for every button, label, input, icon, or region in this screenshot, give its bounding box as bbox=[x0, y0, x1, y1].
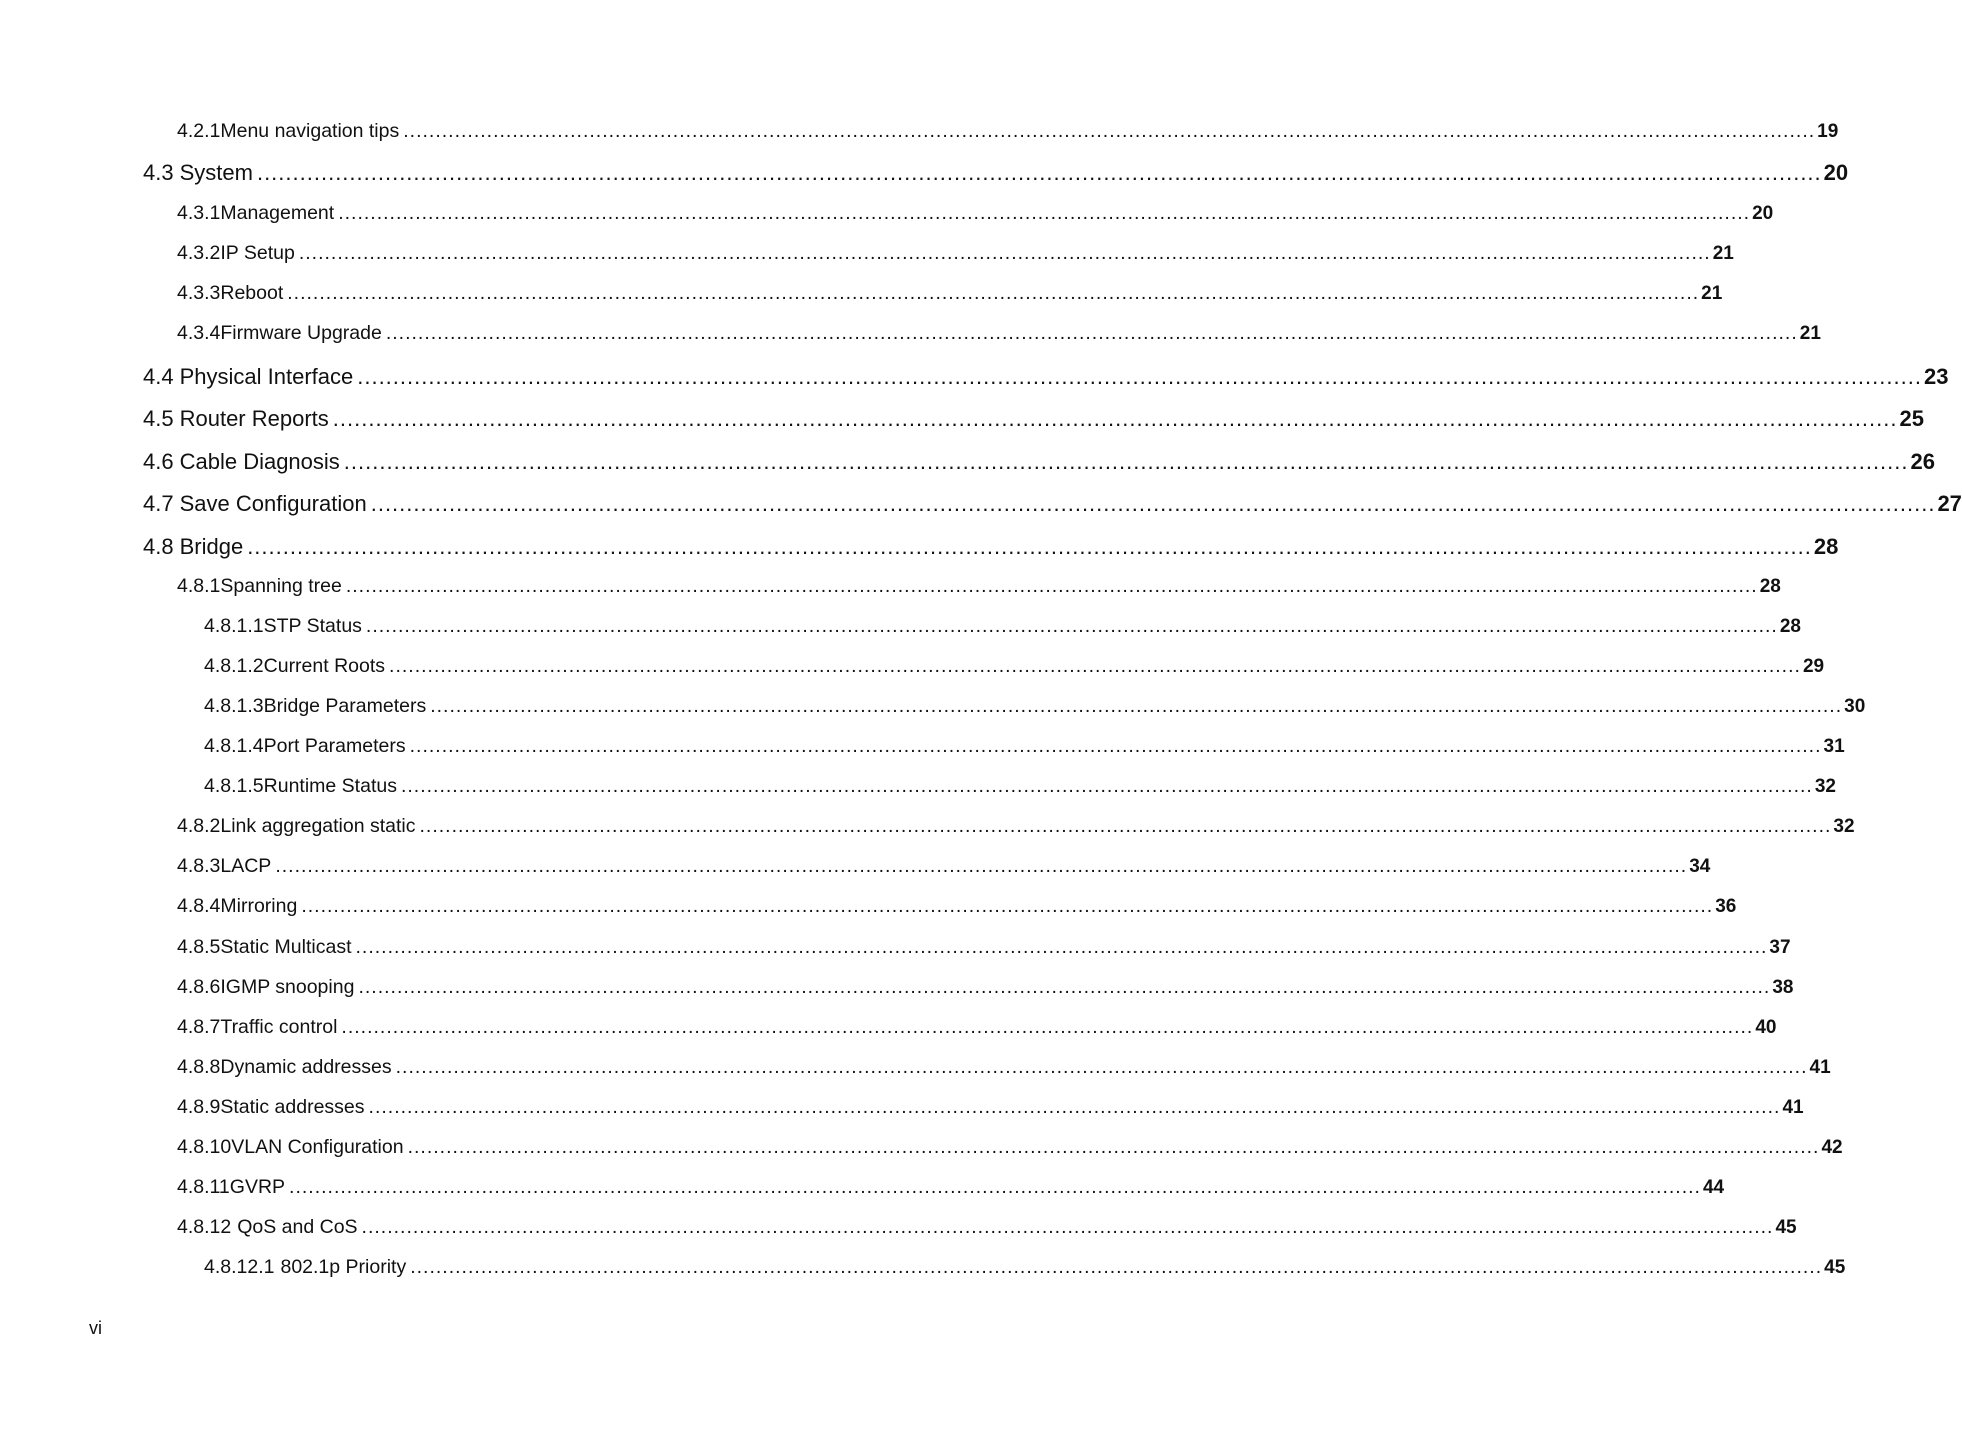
dot-leader: ............................................................................................................................................................................................................................ bbox=[389, 655, 1801, 677]
dot-leader: ............................................................................................................................................................................................................................ bbox=[410, 1256, 1823, 1278]
dot-leader: ............................................................................................................................................................................................................................ bbox=[370, 491, 1936, 516]
toc-entry[interactable] bbox=[177, 282, 1723, 305]
dot-leader: ............................................................................................................................................................................................................................ bbox=[289, 1176, 1701, 1198]
toc-entry-number: 4.8.10 bbox=[177, 1136, 232, 1158]
dot-leader: ............................................................................................................................................................................................................................ bbox=[403, 120, 1816, 142]
dot-leader: ............................................................................................................................................................................................................................ bbox=[343, 449, 1909, 474]
toc-entry-number: 4.8.4 bbox=[177, 895, 221, 917]
toc-entry[interactable] bbox=[204, 695, 1866, 718]
toc-entry[interactable] bbox=[143, 534, 1839, 560]
dot-leader: ............................................................................................................................................................................................................................ bbox=[385, 322, 1798, 344]
toc-entry-title: GVRP bbox=[229, 1176, 286, 1198]
dot-leader: ............................................................................................................................................................................................................................ bbox=[338, 202, 1751, 224]
toc-entry-page: 27 bbox=[1937, 491, 1962, 516]
dot-leader: ............................................................................................................................................................................................................................ bbox=[301, 895, 1714, 917]
toc-entry-title: LACP bbox=[220, 855, 272, 877]
toc-entry[interactable] bbox=[177, 1216, 1797, 1239]
dot-leader: ............................................................................................................................................................................................................................ bbox=[256, 160, 1822, 185]
toc-entry-title: Firmware Upgrade bbox=[220, 322, 382, 344]
toc-entry-page: 23 bbox=[1923, 364, 1949, 389]
toc-entry-page: 36 bbox=[1715, 896, 1737, 917]
toc-entry-page: 32 bbox=[1814, 776, 1836, 797]
toc-entry-title: QoS and CoS bbox=[237, 1216, 358, 1238]
dot-leader: ............................................................................................................................................................................................................................ bbox=[247, 534, 1812, 559]
toc-entry[interactable] bbox=[177, 242, 1734, 265]
toc-entry-number: 4.8.1.5 bbox=[204, 775, 264, 797]
dot-leader: ............................................................................................................................................................................................................................ bbox=[409, 735, 1822, 757]
toc-entry-number: 4.8.8 bbox=[177, 1056, 221, 1078]
toc-entry[interactable] bbox=[177, 1016, 1777, 1039]
toc-entry-page: 28 bbox=[1759, 576, 1781, 597]
toc-entry-number: 4.3 bbox=[143, 160, 174, 185]
toc-entry-title: Runtime Status bbox=[263, 775, 397, 797]
dot-leader: ............................................................................................................................................................................................................................ bbox=[368, 1096, 1781, 1118]
toc-entry-page: 41 bbox=[1782, 1097, 1804, 1118]
toc-entry-page: 44 bbox=[1702, 1177, 1725, 1198]
toc-entry-number: 4.8.12.1 bbox=[204, 1256, 275, 1278]
toc-entry-title: System bbox=[179, 160, 253, 185]
toc-entry-page: 20 bbox=[1752, 203, 1774, 224]
dot-leader: ............................................................................................................................................................................................................................ bbox=[407, 1136, 1820, 1158]
toc-entry-number: 4.6 bbox=[143, 449, 174, 474]
toc-entry[interactable] bbox=[177, 120, 1839, 143]
toc-entry-page: 25 bbox=[1899, 406, 1924, 431]
toc-entry-number: 4.8.12 bbox=[177, 1216, 232, 1238]
dot-leader: ............................................................................................................................................................................................................................ bbox=[287, 282, 1700, 304]
toc-entry-number: 4.7 bbox=[143, 491, 174, 516]
toc-entry-page: 28 bbox=[1813, 534, 1839, 559]
toc-entry-title: Static Multicast bbox=[220, 936, 352, 958]
dot-leader: ............................................................................................................................................................................................................................ bbox=[358, 976, 1771, 998]
dot-leader: ............................................................................................................................................................................................................................ bbox=[345, 575, 1758, 597]
toc-entry-page: 42 bbox=[1821, 1137, 1843, 1158]
dot-leader: ............................................................................................................................................................................................................................ bbox=[395, 1056, 1808, 1078]
toc-entry[interactable] bbox=[177, 1176, 1725, 1199]
dot-leader: ............................................................................................................................................................................................................................ bbox=[275, 855, 1688, 877]
toc-entry-number: 4.8.1.1 bbox=[204, 615, 264, 637]
toc-entry-number: 4.2.1 bbox=[177, 120, 221, 142]
toc-entry-title: Static addresses bbox=[220, 1096, 365, 1118]
toc-entry[interactable] bbox=[177, 1136, 1843, 1159]
page-number: vi bbox=[89, 1318, 102, 1338]
toc-entry-number: 4.8.2 bbox=[177, 815, 221, 837]
toc-entry-title: Port Parameters bbox=[263, 735, 406, 757]
toc-entry[interactable] bbox=[143, 364, 1949, 390]
toc-entry-title: Cable Diagnosis bbox=[179, 449, 340, 474]
toc-entry[interactable] bbox=[204, 775, 1836, 798]
toc-entry-number: 4.4 bbox=[143, 364, 174, 389]
toc-entry-title: Physical Interface bbox=[179, 364, 354, 389]
toc-entry[interactable] bbox=[204, 615, 1801, 638]
toc-entry-page: 38 bbox=[1772, 977, 1794, 998]
toc-entry-number: 4.3.3 bbox=[177, 282, 221, 304]
toc-entry[interactable] bbox=[143, 406, 1924, 432]
toc-entry-page: 31 bbox=[1823, 736, 1845, 757]
toc-entry-page: 32 bbox=[1833, 816, 1855, 837]
toc-entry[interactable] bbox=[204, 1256, 1846, 1279]
toc-entry-title: Dynamic addresses bbox=[220, 1056, 392, 1078]
toc-entry-title: Reboot bbox=[220, 282, 284, 304]
toc-entry-page: 45 bbox=[1824, 1257, 1846, 1278]
dot-leader: ............................................................................................................................................................................................................................ bbox=[332, 406, 1898, 431]
toc-entry-number: 4.8.1 bbox=[177, 575, 221, 597]
toc-entry-number: 4.8.3 bbox=[177, 855, 221, 877]
toc-entry-page: 19 bbox=[1817, 121, 1839, 142]
toc-entry-title: Bridge bbox=[179, 534, 244, 559]
dot-leader: ............................................................................................................................................................................................................................ bbox=[419, 815, 1832, 837]
toc-entry-title: VLAN Configuration bbox=[231, 1136, 404, 1158]
toc-entry-page: 37 bbox=[1769, 937, 1791, 958]
toc-entry[interactable] bbox=[177, 976, 1794, 999]
toc-entry[interactable] bbox=[143, 491, 1962, 517]
dot-leader: ............................................................................................................................................................................................................................ bbox=[355, 936, 1768, 958]
toc-entry-page: 29 bbox=[1802, 656, 1825, 677]
toc-entry[interactable] bbox=[177, 895, 1737, 918]
toc-entry-title: Traffic control bbox=[220, 1016, 338, 1038]
dot-leader: ............................................................................................................................................................................................................................ bbox=[400, 775, 1813, 797]
toc-entry-number: 4.8.5 bbox=[177, 936, 221, 958]
dot-leader: ............................................................................................................................................................................................................................ bbox=[430, 695, 1843, 717]
toc-entry-page: 21 bbox=[1799, 323, 1821, 344]
toc-entry[interactable] bbox=[177, 575, 1781, 598]
toc-entry-title: Bridge Parameters bbox=[263, 695, 427, 717]
toc-entry-title: IP Setup bbox=[220, 242, 295, 264]
toc-entry-number: 4.3.2 bbox=[177, 242, 221, 264]
toc-entry-number: 4.8 bbox=[143, 534, 174, 559]
toc-entry-number: 4.8.1.2 bbox=[204, 655, 264, 677]
toc-entry-page: 28 bbox=[1779, 616, 1801, 637]
toc-entry[interactable] bbox=[177, 322, 1821, 345]
dot-leader: ............................................................................................................................................................................................................................ bbox=[341, 1016, 1754, 1038]
toc-entry-title: Router Reports bbox=[179, 406, 329, 431]
toc-entry[interactable] bbox=[177, 855, 1711, 878]
toc-entry-number: 4.3.1 bbox=[177, 202, 221, 224]
toc-entry-number: 4.8.1.3 bbox=[204, 695, 264, 717]
toc-entry-title: 802.1p Priority bbox=[280, 1256, 407, 1278]
toc-entry-page: 20 bbox=[1823, 160, 1849, 185]
dot-leader: ............................................................................................................................................................................................................................ bbox=[361, 1216, 1774, 1238]
toc-entry-number: 4.8.9 bbox=[177, 1096, 221, 1118]
toc-entry-title: STP Status bbox=[263, 615, 362, 637]
toc-entry-page: 40 bbox=[1755, 1017, 1777, 1038]
toc-entry[interactable] bbox=[177, 1096, 1804, 1119]
toc-entry-page: 21 bbox=[1701, 283, 1723, 304]
toc-entry-page: 34 bbox=[1689, 856, 1711, 877]
toc-entry[interactable] bbox=[204, 655, 1825, 678]
toc-entry-page: 21 bbox=[1712, 243, 1734, 264]
toc-entry-number: 4.3.4 bbox=[177, 322, 221, 344]
toc-entry[interactable] bbox=[177, 936, 1791, 959]
toc-entry-page: 26 bbox=[1910, 449, 1935, 474]
toc-entry-number: 4.8.7 bbox=[177, 1016, 221, 1038]
toc-entry-page: 41 bbox=[1809, 1057, 1831, 1078]
toc-entry[interactable] bbox=[177, 815, 1855, 838]
dot-leader: ............................................................................................................................................................................................................................ bbox=[365, 615, 1778, 637]
toc-entry-title: Menu navigation tips bbox=[220, 120, 400, 142]
toc-entry-title: Mirroring bbox=[220, 895, 298, 917]
toc-entry-title: Current Roots bbox=[263, 655, 386, 677]
toc-entry-number: 4.8.11 bbox=[177, 1176, 230, 1198]
toc-entry-title: Save Configuration bbox=[179, 491, 367, 516]
toc-entry-title: Management bbox=[220, 202, 335, 224]
toc-entry-title: Link aggregation static bbox=[220, 815, 416, 837]
toc-entry[interactable] bbox=[177, 1056, 1831, 1079]
toc-entry-page: 30 bbox=[1844, 696, 1866, 717]
toc-entry-title: Spanning tree bbox=[220, 575, 342, 597]
toc-entry-number: 4.8.1.4 bbox=[204, 735, 264, 757]
toc-entry[interactable] bbox=[204, 735, 1845, 758]
toc-entry[interactable] bbox=[177, 202, 1774, 225]
toc-entry-page: 45 bbox=[1775, 1217, 1797, 1238]
toc-entry[interactable] bbox=[143, 160, 1849, 186]
dot-leader: ............................................................................................................................................................................................................................ bbox=[357, 364, 1922, 389]
dot-leader: ............................................................................................................................................................................................................................ bbox=[298, 242, 1711, 264]
toc-entry-number: 4.5 bbox=[143, 406, 174, 431]
toc-entry-number: 4.8.6 bbox=[177, 976, 221, 998]
toc-entry[interactable] bbox=[143, 449, 1935, 475]
toc-entry-title: IGMP snooping bbox=[220, 976, 355, 998]
